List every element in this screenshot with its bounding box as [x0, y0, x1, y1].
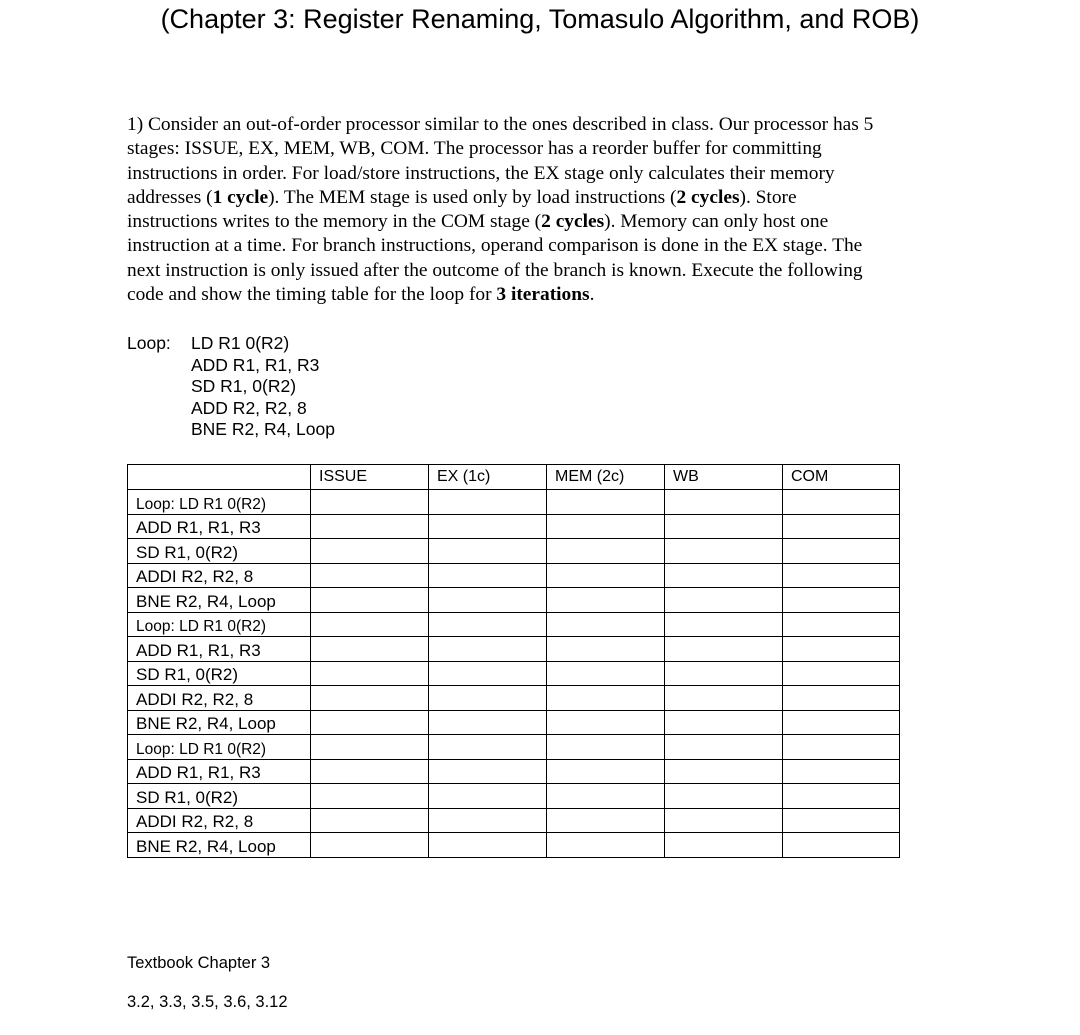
- timing-cell[interactable]: [429, 514, 547, 539]
- column-header: ISSUE: [311, 465, 429, 490]
- textbook-reference: Textbook Chapter 3: [127, 954, 271, 972]
- code-indent: [127, 398, 191, 420]
- timing-cell[interactable]: [311, 514, 429, 539]
- timing-cell[interactable]: [547, 539, 665, 564]
- code-line: [127, 419, 335, 441]
- timing-cell[interactable]: [547, 784, 665, 809]
- bold-text: 1 cycle: [212, 186, 269, 208]
- problem-line: [127, 186, 947, 210]
- timing-cell[interactable]: [665, 514, 783, 539]
- instruction-cell: Loop: LD R1 0(R2): [128, 612, 311, 637]
- timing-cell[interactable]: [665, 588, 783, 613]
- table-row: [128, 490, 900, 515]
- timing-cell[interactable]: [783, 563, 900, 588]
- text-segment: instructions writes to the memory in the COM stage (: [127, 211, 542, 233]
- timing-cell[interactable]: [311, 588, 429, 613]
- timing-table: [127, 464, 900, 858]
- timing-cell[interactable]: [665, 612, 783, 637]
- instruction-cell: ADDI R2, R2, 8: [128, 808, 311, 833]
- timing-cell[interactable]: [665, 735, 783, 760]
- timing-cell[interactable]: [311, 808, 429, 833]
- code-line: [127, 355, 335, 377]
- timing-cell[interactable]: [783, 759, 900, 784]
- timing-cell[interactable]: [429, 808, 547, 833]
- timing-cell[interactable]: [665, 637, 783, 662]
- column-header: COM: [783, 465, 900, 490]
- instruction-cell: ADDI R2, R2, 8: [128, 686, 311, 711]
- timing-cell[interactable]: [311, 661, 429, 686]
- timing-cell[interactable]: [429, 637, 547, 662]
- timing-cell[interactable]: [783, 686, 900, 711]
- timing-cell[interactable]: [429, 759, 547, 784]
- timing-cell[interactable]: [429, 490, 547, 515]
- code-indent: [127, 419, 191, 441]
- timing-cell[interactable]: [665, 759, 783, 784]
- timing-cell[interactable]: [311, 686, 429, 711]
- problem-line: [127, 137, 947, 161]
- table-row: [128, 661, 900, 686]
- timing-cell[interactable]: [311, 735, 429, 760]
- timing-cell[interactable]: [547, 514, 665, 539]
- code-listing: [127, 333, 335, 441]
- timing-cell[interactable]: [311, 833, 429, 858]
- problem-line: [127, 210, 947, 234]
- timing-cell[interactable]: [311, 637, 429, 662]
- timing-cell[interactable]: [783, 710, 900, 735]
- timing-cell[interactable]: [665, 784, 783, 809]
- code-line: [127, 333, 335, 355]
- timing-cell[interactable]: [783, 612, 900, 637]
- timing-cell[interactable]: [547, 612, 665, 637]
- timing-cell[interactable]: [311, 490, 429, 515]
- table-row: [128, 539, 900, 564]
- table-row: [128, 710, 900, 735]
- text-segment: code and show the timing table for the loop for: [127, 284, 497, 306]
- text-segment: next instruction is only issued after the outcome of the branch is known. Execute the following: [127, 259, 863, 281]
- code-line: [127, 376, 335, 398]
- column-header: EX (1c): [429, 465, 547, 490]
- code-instruction: BNE R2, R4, Loop: [191, 419, 335, 439]
- timing-cell[interactable]: [429, 612, 547, 637]
- table-row: [128, 637, 900, 662]
- text-segment: instructions in order. For load/store instructions, the EX stage only calculates their memory: [127, 162, 835, 184]
- timing-cell[interactable]: [311, 539, 429, 564]
- instruction-cell: Loop: LD R1 0(R2): [128, 490, 311, 515]
- table-row: [128, 808, 900, 833]
- timing-cell[interactable]: [783, 661, 900, 686]
- instruction-cell: Loop: LD R1 0(R2): [128, 735, 311, 760]
- timing-cell[interactable]: [547, 661, 665, 686]
- table-row: [128, 563, 900, 588]
- timing-cell[interactable]: [311, 759, 429, 784]
- timing-cell[interactable]: [429, 563, 547, 588]
- timing-table-header: [128, 465, 900, 490]
- timing-cell[interactable]: [783, 784, 900, 809]
- table-row: [128, 784, 900, 809]
- instruction-cell: ADD R1, R1, R3: [128, 514, 311, 539]
- timing-cell[interactable]: [547, 563, 665, 588]
- timing-cell[interactable]: [429, 588, 547, 613]
- timing-cell[interactable]: [429, 735, 547, 760]
- timing-cell[interactable]: [665, 686, 783, 711]
- timing-cell[interactable]: [783, 539, 900, 564]
- instruction-cell: SD R1, 0(R2): [128, 661, 311, 686]
- problem-line: [127, 113, 947, 137]
- text-segment: ). The MEM stage is used only by load instructions (: [268, 186, 677, 208]
- text-segment: instruction at a time. For branch instructions, operand comparison is done in the EX stage. The: [127, 235, 863, 257]
- text-segment: ). Memory can only host one: [604, 211, 829, 233]
- problem-statement: [127, 113, 947, 307]
- timing-cell[interactable]: [783, 490, 900, 515]
- timing-cell[interactable]: [547, 735, 665, 760]
- column-header: WB: [665, 465, 783, 490]
- problem-line: [127, 234, 947, 258]
- exercise-list: 3.2, 3.3, 3.5, 3.6, 3.12: [127, 993, 288, 1011]
- timing-cell[interactable]: [311, 710, 429, 735]
- instruction-cell: ADD R1, R1, R3: [128, 759, 311, 784]
- code-instruction: LD R1 0(R2): [191, 333, 290, 353]
- timing-cell[interactable]: [311, 612, 429, 637]
- timing-cell[interactable]: [665, 833, 783, 858]
- timing-cell[interactable]: [547, 490, 665, 515]
- timing-cell[interactable]: [783, 735, 900, 760]
- timing-cell[interactable]: [783, 808, 900, 833]
- code-instruction: SD R1, 0(R2): [191, 376, 297, 396]
- timing-cell[interactable]: [547, 833, 665, 858]
- bold-text: 3 iterations: [496, 284, 590, 306]
- text-segment: ). Store: [739, 186, 797, 208]
- timing-cell[interactable]: [665, 710, 783, 735]
- code-line: [127, 398, 335, 420]
- instruction-cell: ADDI R2, R2, 8: [128, 563, 311, 588]
- column-header: [128, 465, 311, 490]
- instruction-cell: BNE R2, R4, Loop: [128, 710, 311, 735]
- instruction-cell: ADD R1, R1, R3: [128, 637, 311, 662]
- problem-line: [127, 259, 947, 283]
- timing-cell[interactable]: [665, 539, 783, 564]
- table-row: [128, 514, 900, 539]
- timing-cell[interactable]: [547, 686, 665, 711]
- table-row: [128, 588, 900, 613]
- code-indent: [127, 355, 191, 377]
- bold-text: 2 cycles: [541, 211, 605, 233]
- timing-cell[interactable]: [429, 833, 547, 858]
- instruction-cell: BNE R2, R4, Loop: [128, 588, 311, 613]
- timing-cell[interactable]: [783, 514, 900, 539]
- code-indent: [127, 376, 191, 398]
- text-segment: stages: ISSUE, EX, MEM, WB, COM. The processor has a reorder buffer for committing: [127, 138, 822, 160]
- timing-cell[interactable]: [665, 563, 783, 588]
- instruction-cell: SD R1, 0(R2): [128, 784, 311, 809]
- timing-cell[interactable]: [429, 661, 547, 686]
- timing-cell[interactable]: [665, 808, 783, 833]
- code-instruction: ADD R1, R1, R3: [191, 354, 320, 375]
- problem-line: [127, 162, 947, 186]
- page-title: (Chapter 3: Register Renaming, Tomasulo Algorithm, and ROB): [160, 4, 920, 34]
- timing-cell[interactable]: [429, 539, 547, 564]
- code-instruction: ADD R2, R2, 8: [191, 397, 307, 418]
- timing-cell[interactable]: [547, 808, 665, 833]
- timing-cell[interactable]: [783, 637, 900, 662]
- timing-cell[interactable]: [311, 784, 429, 809]
- code-label: Loop:: [127, 333, 171, 353]
- timing-cell[interactable]: [311, 563, 429, 588]
- text-segment: 1) Consider an out-of-order processor similar to the ones described in class. Our processor has 5: [127, 114, 874, 135]
- timing-cell[interactable]: [429, 686, 547, 711]
- table-row: [128, 612, 900, 637]
- text-segment: addresses (: [127, 186, 213, 208]
- timing-cell[interactable]: [783, 833, 900, 858]
- column-header: MEM (2c): [547, 465, 665, 490]
- instruction-cell: BNE R2, R4, Loop: [128, 833, 311, 858]
- instruction-cell: SD R1, 0(R2): [128, 539, 311, 564]
- timing-cell[interactable]: [547, 759, 665, 784]
- timing-cell[interactable]: [429, 710, 547, 735]
- timing-cell[interactable]: [429, 784, 547, 809]
- text-segment: .: [589, 284, 595, 306]
- timing-cell[interactable]: [665, 490, 783, 515]
- timing-cell[interactable]: [547, 710, 665, 735]
- table-row: [128, 833, 900, 858]
- timing-cell[interactable]: [547, 588, 665, 613]
- bold-text: 2 cycles: [676, 186, 740, 208]
- timing-cell[interactable]: [783, 588, 900, 613]
- problem-line: [127, 283, 947, 307]
- table-row: [128, 759, 900, 784]
- timing-cell[interactable]: [665, 661, 783, 686]
- table-row: [128, 735, 900, 760]
- timing-cell[interactable]: [547, 637, 665, 662]
- table-row: [128, 686, 900, 711]
